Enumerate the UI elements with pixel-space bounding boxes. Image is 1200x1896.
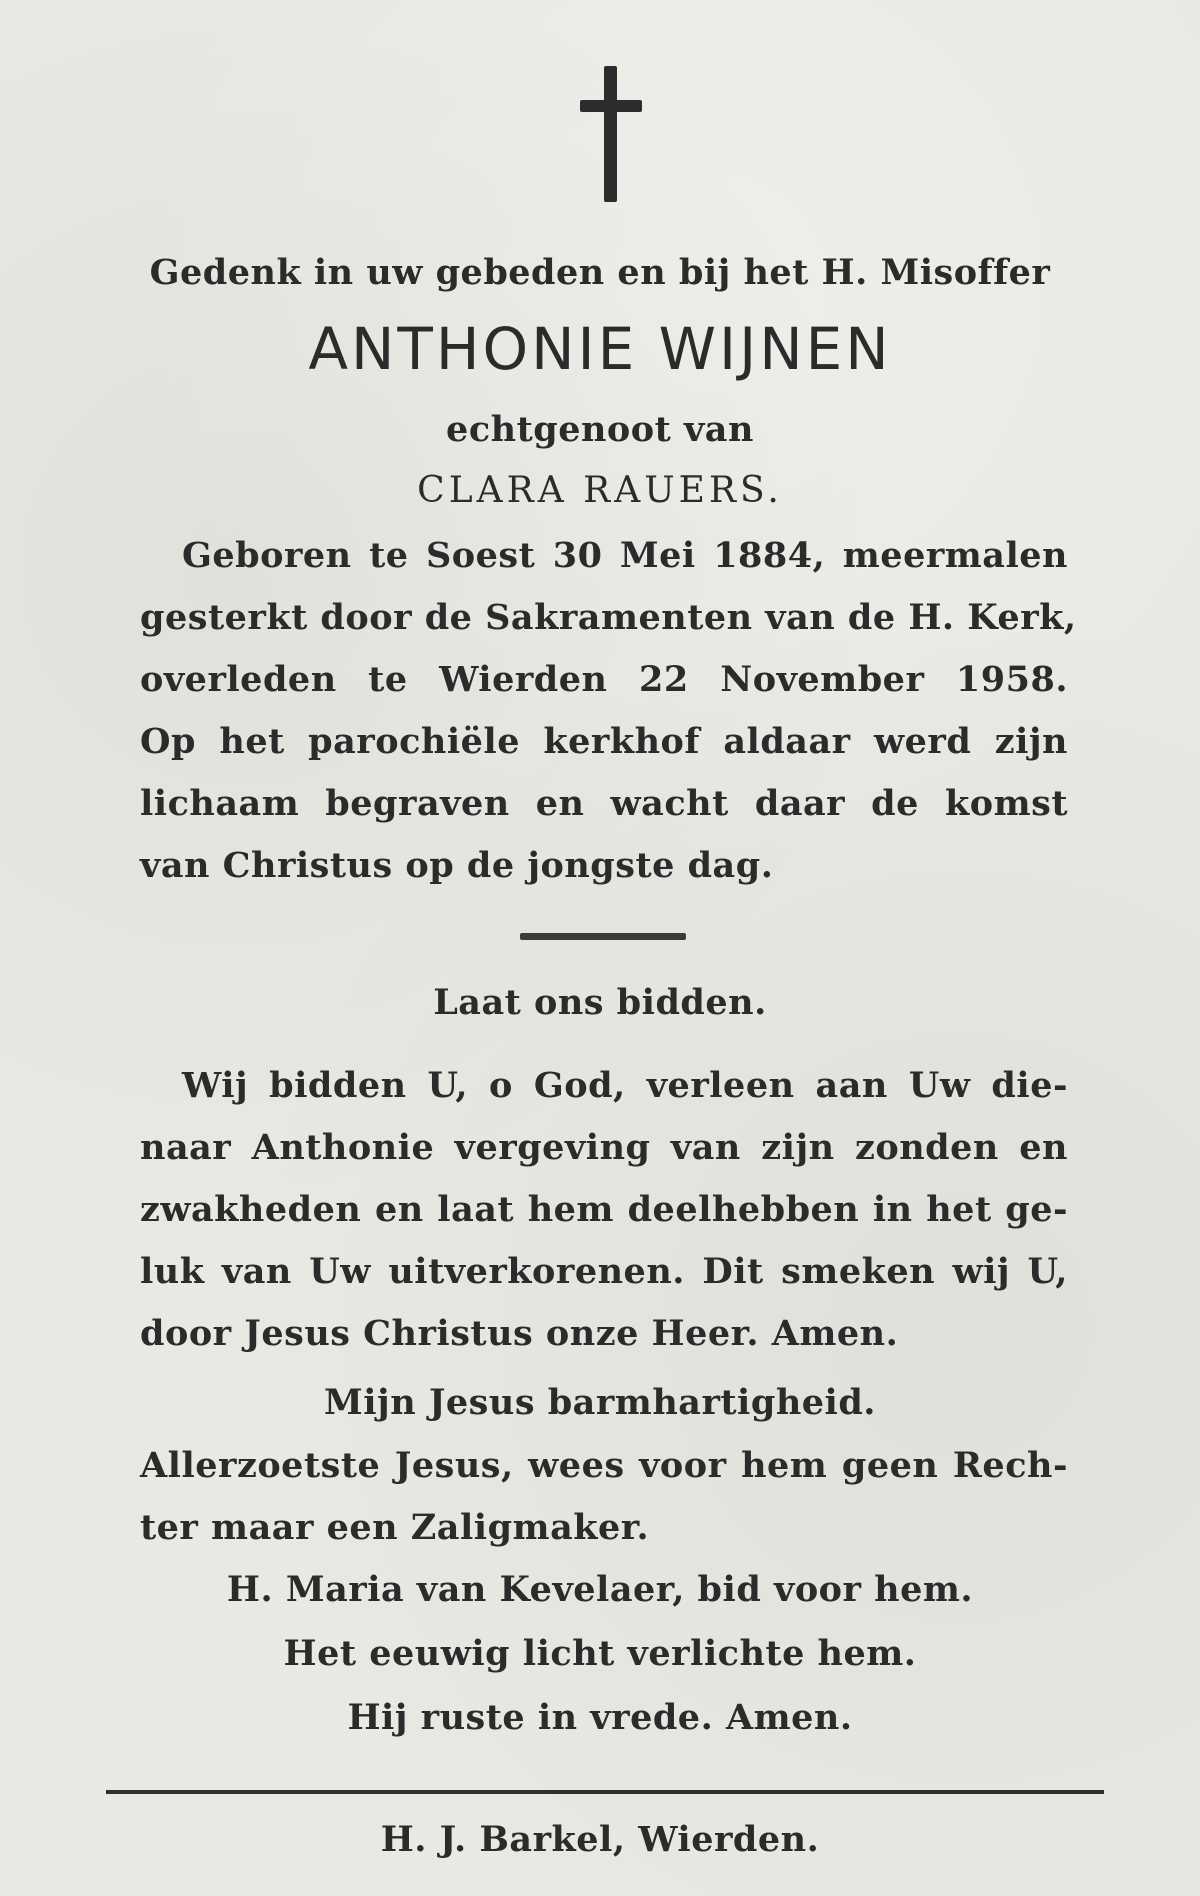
prayer-line: zwakheden en laat hem deelhebben in het ge- — [140, 1189, 1068, 1230]
invocation-line: Het eeuwig licht verlichte hem. — [283, 1633, 917, 1674]
invocation-line: Mijn Jesus barmhartigheid. — [324, 1382, 876, 1423]
invocation-line: Hij ruste in vrede. Amen. — [347, 1697, 853, 1738]
prayer-heading: Laat ons bidden. — [433, 982, 767, 1023]
bottom-divider — [106, 1790, 1104, 1794]
bio-line: van Christus op de jongste dag. — [140, 845, 774, 886]
printer-credit: H. J. Barkel, Wierden. — [380, 1819, 820, 1860]
spouse-of-label: echtgenoot van — [446, 409, 754, 450]
prayer-line: Wij bidden U, o God, verleen aan Uw die- — [182, 1065, 1068, 1106]
bio-line: lichaam begraven en wacht daar de komst — [140, 783, 1068, 824]
invocation-line: Allerzoetste Jesus, wees voor hem geen Rech- — [140, 1445, 1068, 1486]
bio-line: overleden te Wierden 22 November 1958. — [140, 659, 1068, 700]
spouse-name: CLARA RAUERS. — [417, 470, 783, 511]
invocation-line: H. Maria van Kevelaer, bid voor hem. — [226, 1569, 974, 1610]
bio-line: Geboren te Soest 30 Mei 1884, meermalen — [182, 535, 1068, 576]
intro-line: Gedenk in uw gebeden en bij het H. Misoffer — [149, 252, 1051, 293]
cross-icon — [580, 66, 642, 202]
bio-line: Op het parochiële kerkhof aldaar werd zijn — [140, 721, 1068, 762]
prayer-line: luk van Uw uitverkorenen. Dit smeken wij U, — [140, 1251, 1068, 1292]
deceased-name: ANTHONIE WIJNEN — [308, 315, 892, 383]
prayer-line: naar Anthonie vergeving van zijn zonden en — [140, 1127, 1068, 1168]
invocation-line: ter maar een Zaligmaker. — [140, 1507, 650, 1548]
short-divider — [520, 933, 686, 940]
prayer-line: door Jesus Christus onze Heer. Amen. — [140, 1313, 899, 1354]
bio-line: gesterkt door de Sakramenten van de H. Kerk, — [140, 597, 1077, 638]
